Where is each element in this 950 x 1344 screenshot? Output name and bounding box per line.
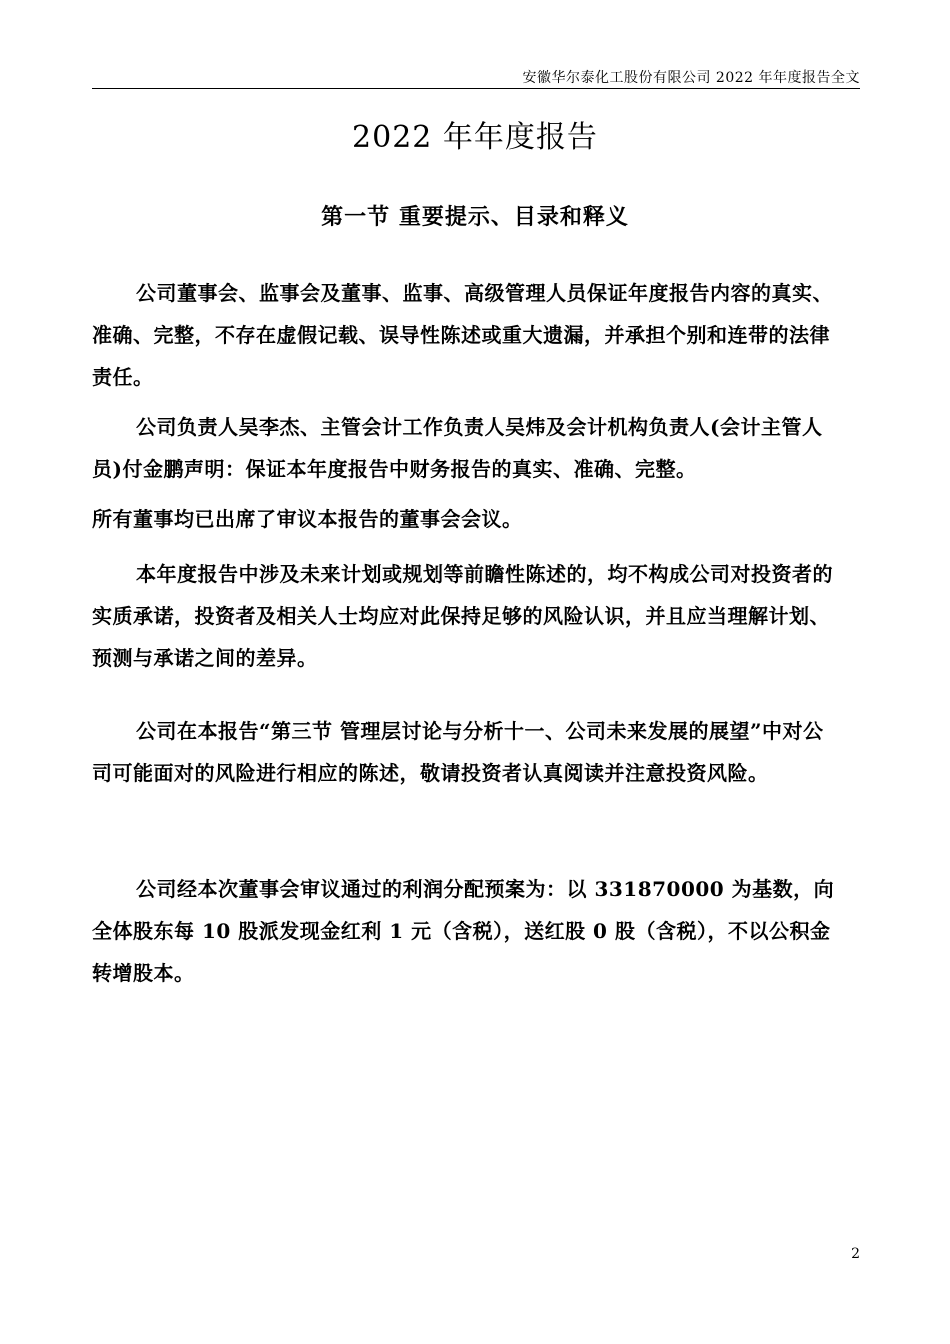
document-title: 2022 年年度报告 [352, 120, 598, 155]
section-title: 第一节 重要提示、目录和释义 [321, 204, 629, 230]
paragraph-responsibility: 公司董事会、监事会及董事、监事、高级管理人员保证年度报告内容的真实、准确、完整，不存在虚假记载、误导性陈述或重大遗漏，并承担个别和连带的法律责任。 [92, 281, 833, 389]
paragraph-forward-looking: 本年度报告中涉及未来计划或规划等前瞻性陈述的，均不构成公司对投资者的实质承诺，投资者及相关人士均应对此保持足够的风险认识，并且应当理解计划、预测与承诺之间的差异。 [92, 562, 833, 670]
page-header [92, 64, 860, 89]
header-text: 安徽华尔泰化工股份有限公司 2022 年年度报告全文 [522, 70, 860, 86]
paragraph-profit-distribution: 公司经本次董事会审议通过的利润分配预案为：以 331870000 为基数，向全体股东每 10 股派发现金红利 1 元（含税），送红股 0 股（含税），不以公积金转增股本。 [92, 877, 835, 985]
page-number: 2 [851, 1246, 860, 1262]
paragraph-declaration: 公司负责人吴李杰、主管会计工作负责人吴炜及会计机构负责人(会计主管人员)付金鹏声明：保证本年度报告中财务报告的真实、准确、完整。 [92, 415, 823, 481]
paragraph-risk: 公司在本报告“第三节 管理层讨论与分析十一、公司未来发展的展望”中对公司可能面对的风险进行相应的陈述，敬请投资者认真阅读并注意投资风险。 [92, 719, 824, 785]
paragraph-attendance: 所有董事均已出席了审议本报告的董事会会议。 [92, 507, 523, 531]
